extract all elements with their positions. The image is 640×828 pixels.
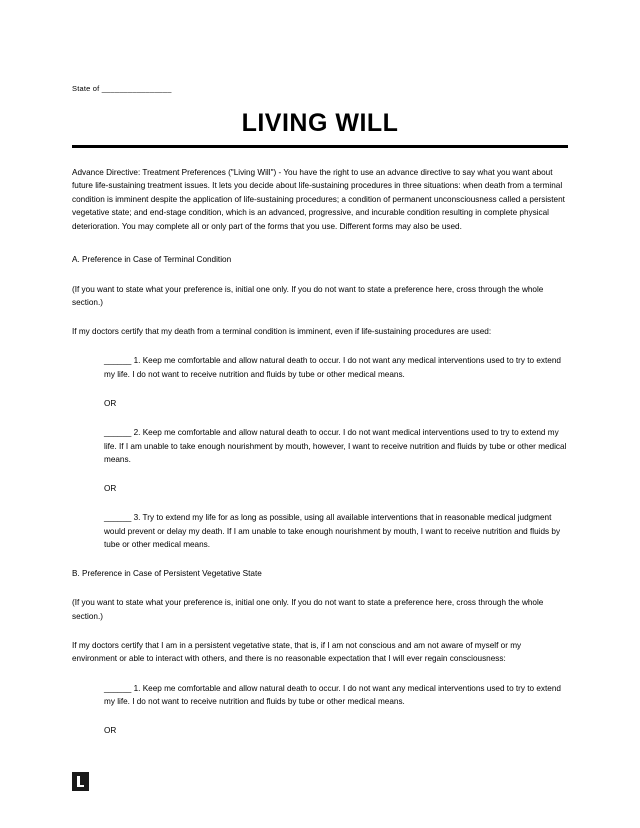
document-body (72, 84, 568, 753)
section-a-condition: If my doctors certify that my death from a terminal condition is imminent, even if life-sustaining procedures are used: (72, 327, 492, 337)
section-a-or-1: OR (104, 398, 117, 408)
advance-directive-intro: Advance Directive: Treatment Preferences ("Living Will") - You have the right to use an advance directive to say what you want about future life-sustaining treatment issues. It lets you decide about life-sustaining procedures in three situations: when death from a terminal condition is imminent despite the application of life-sustaining procedures; a condition of permanent unconsciousness called a persistent vegetative state; and end-stage condition, which is an advanced, progressive, and incurable condition resulting in complete physical deterioration. You may complete all or only part of the forms that you use. Different forms may also be used. (72, 168, 565, 231)
state-of-field[interactable]: State of ________________ (72, 84, 172, 93)
section-a-heading: A. Preference in Case of Terminal Condition (72, 255, 232, 265)
logo-base (77, 785, 84, 788)
section-a-options (104, 354, 568, 551)
section-b-options (104, 682, 568, 738)
legal-templates-logo-icon (72, 772, 89, 791)
logo-mark (72, 772, 89, 791)
title-divider (72, 145, 568, 148)
section-b-condition: If my doctors certify that I am in a persistent vegetative state, that is, if I am not conscious and am not aware of myself or my environment or able to interact with others, and there is no reasonable expectation that I will ever regain consciousness: (72, 641, 522, 664)
section-a-instruction: (If you want to state what your preference is, initial one only. If you do not want to state a preference here, cross through the whole section.) (72, 284, 544, 307)
section-a-option-1[interactable]: ______ 1. Keep me comfortable and allow natural death to occur. I do not want any medical interventions used to try to extend my life. I do not want to receive nutrition and fluids by tube or other medical means. (104, 356, 561, 379)
section-a-option-3[interactable]: ______ 3. Try to extend my life for as long as possible, using all available interventions that in reasonable medical judgment would prevent or delay my death. If I am unable to take enough nourishment by mouth, I want to receive nutrition and fluids by tube or other medical means. (104, 513, 561, 549)
section-a-option-2[interactable]: ______ 2. Keep me comfortable and allow natural death to occur. I do not want medical interventions used to try to extend my life. If I am unable to take enough nourishment by mouth, however, I want to receive nutrition and fluids by tube or other medical means. (104, 428, 567, 464)
section-b-or-1: OR (104, 726, 117, 736)
page-title: LIVING WILL (241, 109, 399, 137)
section-b-instruction: (If you want to state what your preference is, initial one only. If you do not want to state a preference here, cross through the whole section.) (72, 598, 544, 621)
section-b-option-1[interactable]: ______ 1. Keep me comfortable and allow natural death to occur. I do not want any medical interventions used to try to extend my life. I do not want to receive nutrition and fluids by tube or other medical means. (104, 683, 561, 706)
section-b-heading: B. Preference in Case of Persistent Vegetative State (72, 569, 262, 579)
section-a-or-2: OR (104, 484, 117, 494)
